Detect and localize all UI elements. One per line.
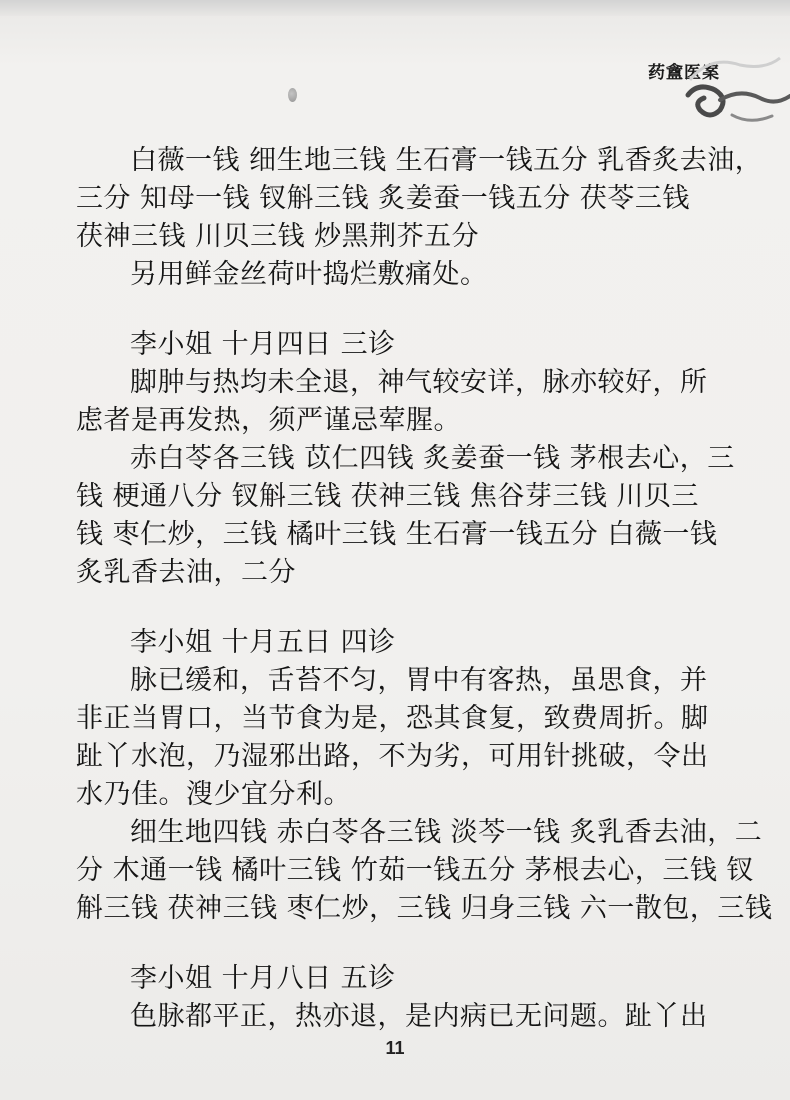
scan-top-edge [0,0,790,16]
text-line: 茯神三钱 川贝三钱 炒黑荆芥五分 [76,221,480,252]
text-line: 细生地四钱 赤白苓各三钱 淡芩一钱 炙乳香去油，二 [130,817,763,848]
page-number: 11 [385,1038,405,1058]
text-line: 斛三钱 茯神三钱 枣仁炒，三钱 归身三钱 六一散包，三钱 [76,893,773,924]
text-line: 非正当胃口，当节食为是，恐其食复，致费周折。脚 [76,703,709,734]
text-line: 炙乳香去油，二分 [76,557,296,588]
page-body [76,142,773,1036]
running-header-title: 药盦医案 [648,63,720,83]
ink-spot [288,88,297,102]
text-line: 色脉都平正，热亦退，是内病已无问题。趾丫出 [130,1001,708,1032]
text-line: 分 木通一钱 橘叶三钱 竹茹一钱五分 茅根去心，三钱 钗 [76,855,754,886]
text-line: 钱 梗通八分 钗斛三钱 茯神三钱 焦谷芽三钱 川贝三 [76,481,699,512]
consultation-heading: 李小姐 十月八日 五诊 [130,963,396,994]
text-line: 虑者是再发热，须严谨忌荤腥。 [76,405,461,436]
text-line: 趾丫水泡，乃湿邪出路，不为劣，可用针挑破，令出 [76,741,709,772]
text-line: 水乃佳。溲少宜分利。 [76,779,351,810]
text-line: 钱 枣仁炒，三钱 橘叶三钱 生石膏一钱五分 白薇一钱 [76,519,718,550]
consultation-heading: 李小姐 十月五日 四诊 [130,627,396,658]
text-line: 另用鲜金丝荷叶捣烂敷痛处。 [130,259,488,290]
consultation-heading: 李小姐 十月四日 三诊 [130,329,396,360]
text-line: 赤白苓各三钱 苡仁四钱 炙姜蚕一钱 茅根去心，三 [130,443,735,474]
text-line: 脉已缓和，舌苔不匀，胃中有客热，虽思食，并 [130,665,708,696]
cloud-ornament-icon [680,40,790,140]
text-line: 白薇一钱 细生地三钱 生石膏一钱五分 乳香炙去油， [130,145,763,176]
text-line: 三分 知母一钱 钗斛三钱 炙姜蚕一钱五分 茯苓三钱 [76,183,690,214]
text-line: 脚肿与热均未全退，神气较安详，脉亦较好，所 [130,367,708,398]
